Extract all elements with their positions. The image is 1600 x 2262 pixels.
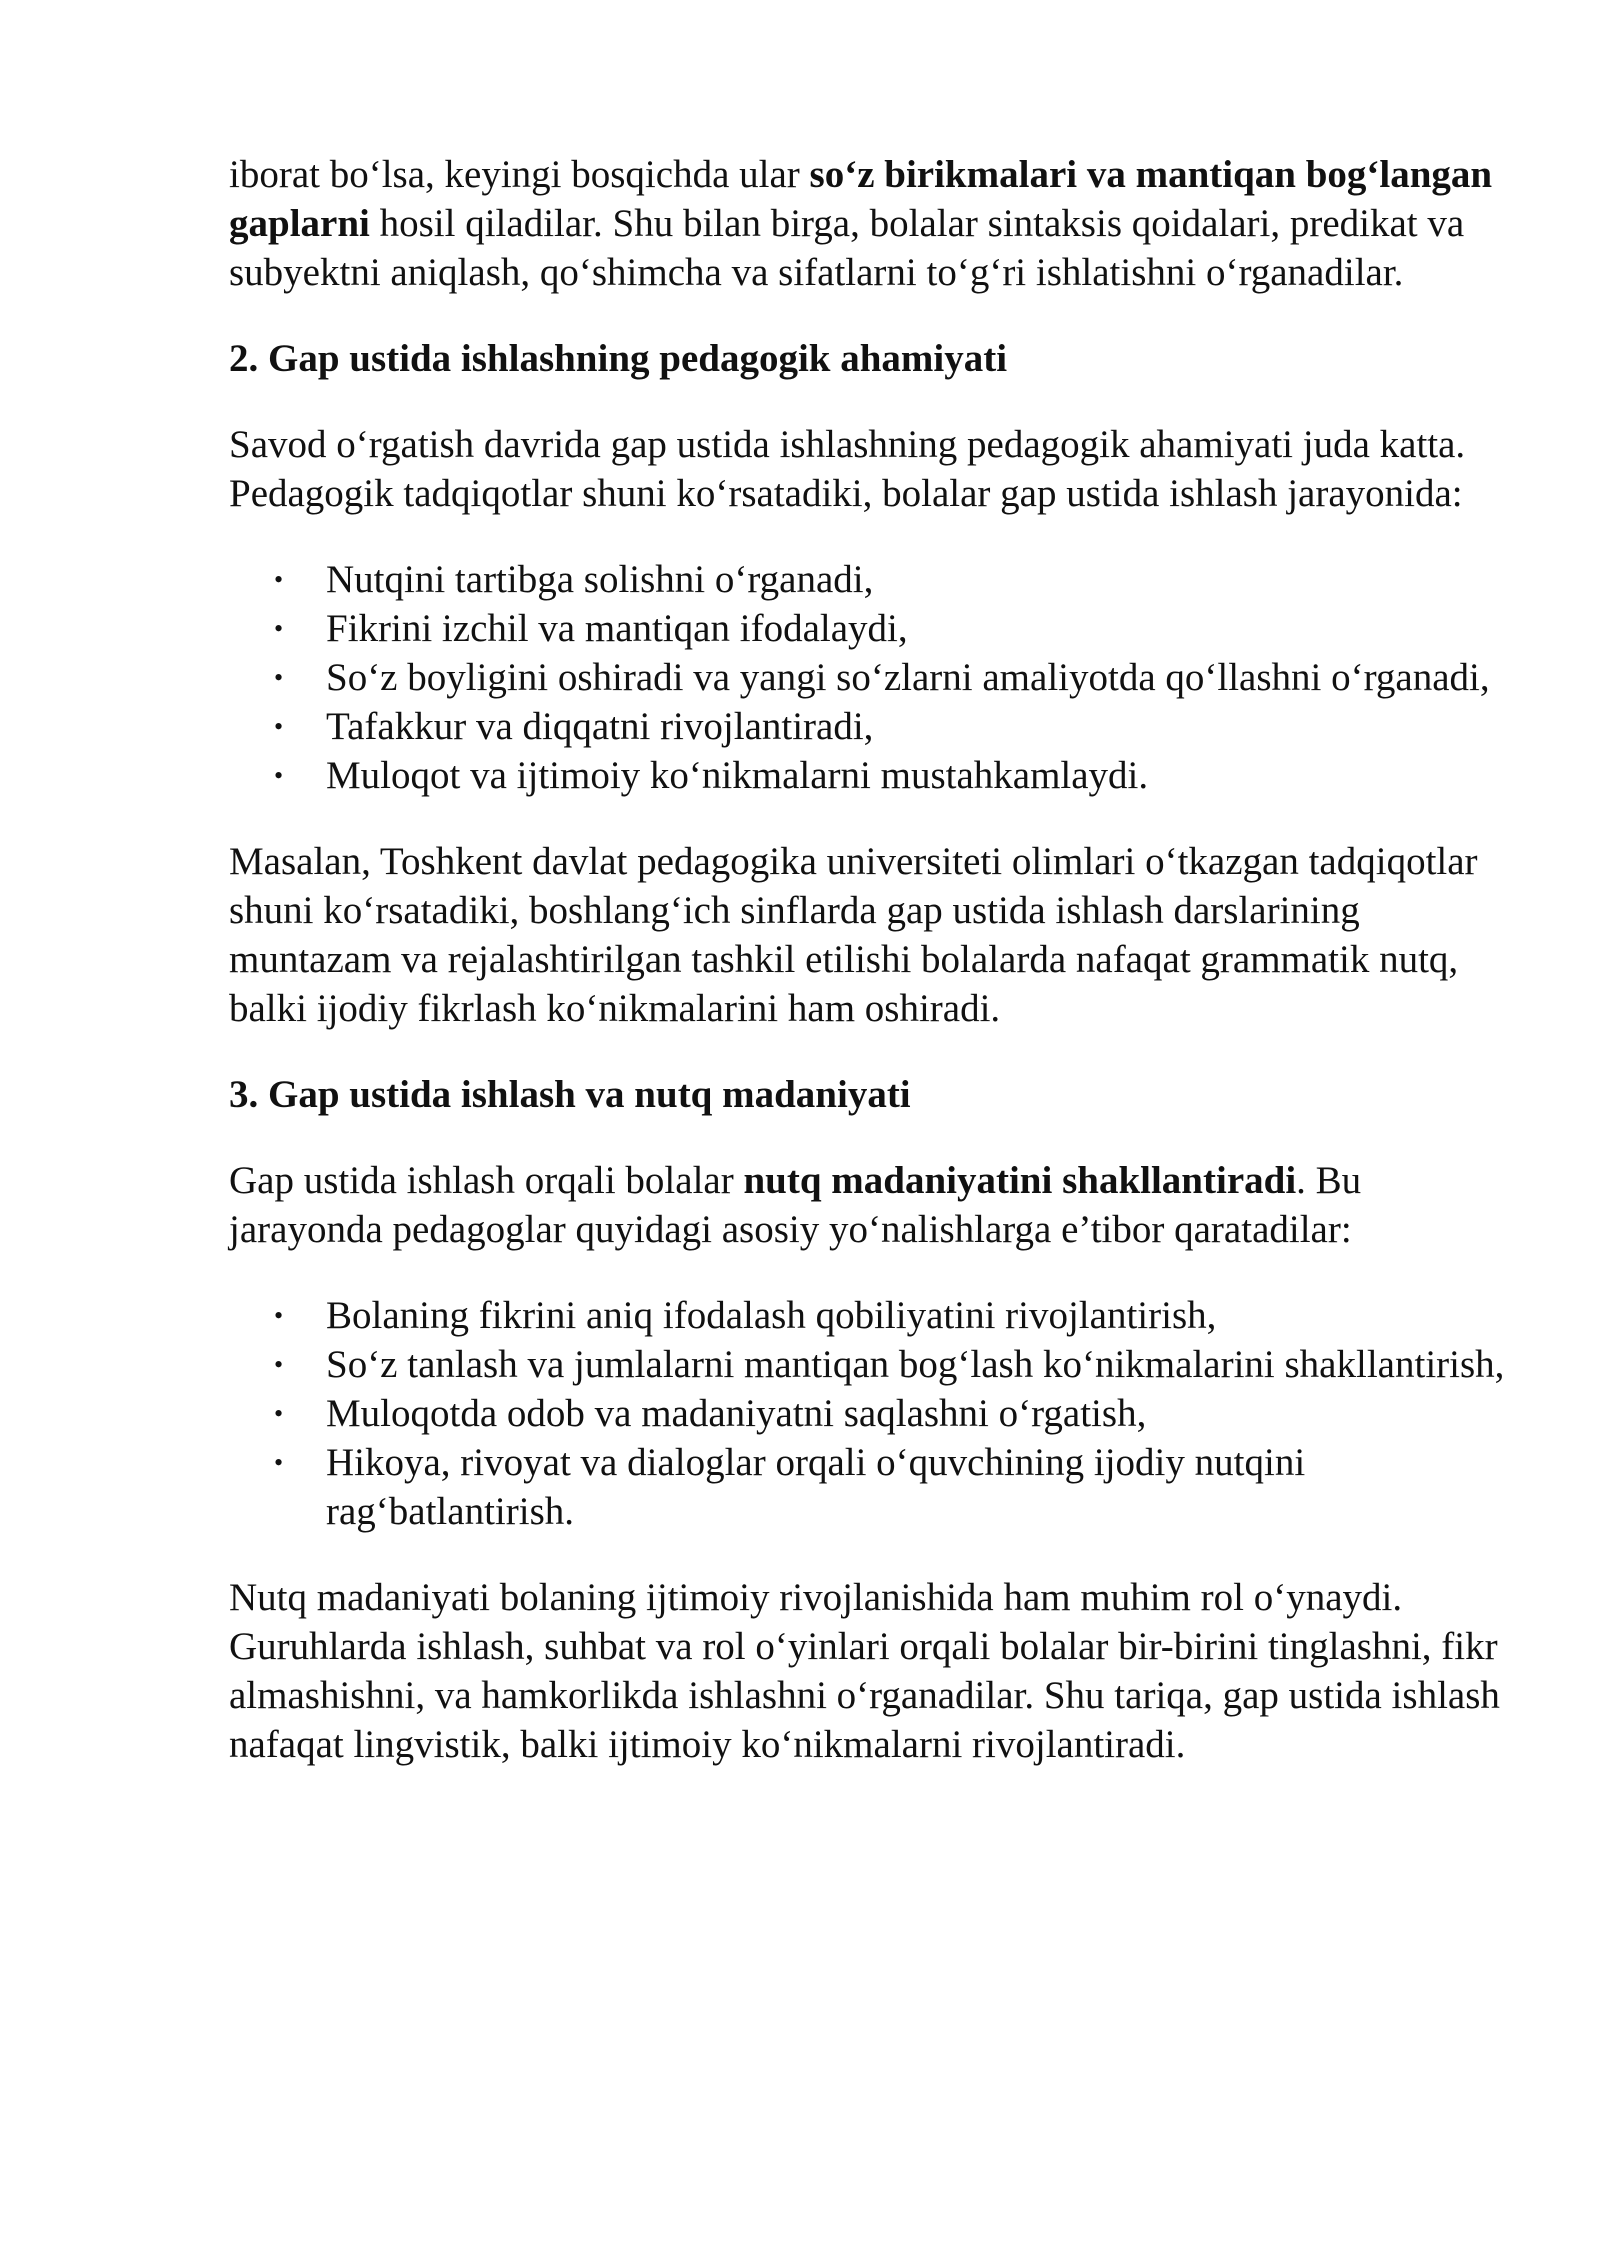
intro-text-start: iborat bo‘lsa, keyingi bosqichda ular [229, 153, 810, 196]
section-3-text-start: Gap ustida ishlash orqali bolalar [229, 1159, 744, 1202]
section-3-text-end: . Bu jarayonda pedagoglar quyidagi asosiy yo‘nalishlarga e’tibor qaratadilar: [229, 1159, 1362, 1251]
section-2-bullet-list [229, 555, 1509, 800]
document-page [229, 150, 1509, 1769]
section-3-bold-phrase: nutq madaniyatini shakllantiradi [743, 1159, 1297, 1202]
section-3-paragraph-1 [229, 1156, 1509, 1254]
list-item: • Muloqot va ijtimoiy ko‘nikmalarni mustahkamlaydi. [229, 751, 1509, 800]
list-item: • Hikoya, rivoyat va dialoglar orqali o‘quvchining ijodiy nutqini rag‘batlantirish. [229, 1438, 1509, 1536]
list-item: • Muloqotda odob va madaniyatni saqlashni o‘rgatish, [229, 1389, 1509, 1438]
section-3-heading: 3. Gap ustida ishlash va nutq madaniyati [229, 1073, 911, 1116]
section-2-paragraph-2: Masalan, Toshkent davlat pedagogika universiteti olimlari o‘tkazgan tadqiqotlar shuni ko‘rsatadiki, boshlang‘ich sinflarda gap ustida ishlash darslarining muntazam va rejalashtirilgan tashkil etilishi bolalarda nafaqat grammatik nutq, balki ijodiy fikrlash ko‘nikmalarini ham oshiradi. [229, 840, 1478, 1030]
section-2-heading: 2. Gap ustida ishlashning pedagogik ahamiyati [229, 337, 1008, 380]
section-3-bullet-list [229, 1291, 1509, 1536]
list-item: • Bolaning fikrini aniq ifodalash qobiliyatini rivojlantirish, [229, 1291, 1509, 1340]
list-item: • Fikrini izchil va mantiqan ifodalaydi, [229, 604, 1509, 653]
list-item: • Nutqini tartibga solishni o‘rganadi, [229, 555, 1509, 604]
intro-text-end: hosil qiladilar. Shu bilan birga, bolalar sintaksis qoidalari, predikat va subyektni aniqlash, qo‘shimcha va sifatlarni to‘g‘ri ishlatishni o‘rganadilar. [229, 202, 1465, 294]
list-item: • Tafakkur va diqqatni rivojlantiradi, [229, 702, 1509, 751]
list-item: • So‘z tanlash va jumlalarni mantiqan bog‘lash ko‘nikmalarini shakllantirish, [229, 1340, 1509, 1389]
list-item: • So‘z boyligini oshiradi va yangi so‘zlarni amaliyotda qo‘llashni o‘rganadi, [229, 653, 1509, 702]
intro-paragraph [229, 150, 1509, 297]
intro-bold-phrase: so‘z birikmalari va mantiqan bog‘langan gaplarni [229, 153, 1493, 245]
section-3-paragraph-2: Nutq madaniyati bolaning ijtimoiy rivojlanishida ham muhim rol o‘ynaydi. Guruhlarda ishlash, suhbat va rol o‘yinlari orqali bolalar bir-birini tinglashni, fikr almashishni, va hamkorlikda ishlashni o‘rganadilar. Shu tariqa, gap ustida ishlash nafaqat lingvistik, balki ijtimoiy ko‘nikmalarni rivojlantiradi. [229, 1576, 1500, 1766]
section-2-paragraph-1: Savod o‘rgatish davrida gap ustida ishlashning pedagogik ahamiyati juda katta. Pedagogik tadqiqotlar shuni ko‘rsatadiki, bolalar gap ustida ishlash jarayonida: [229, 423, 1466, 515]
